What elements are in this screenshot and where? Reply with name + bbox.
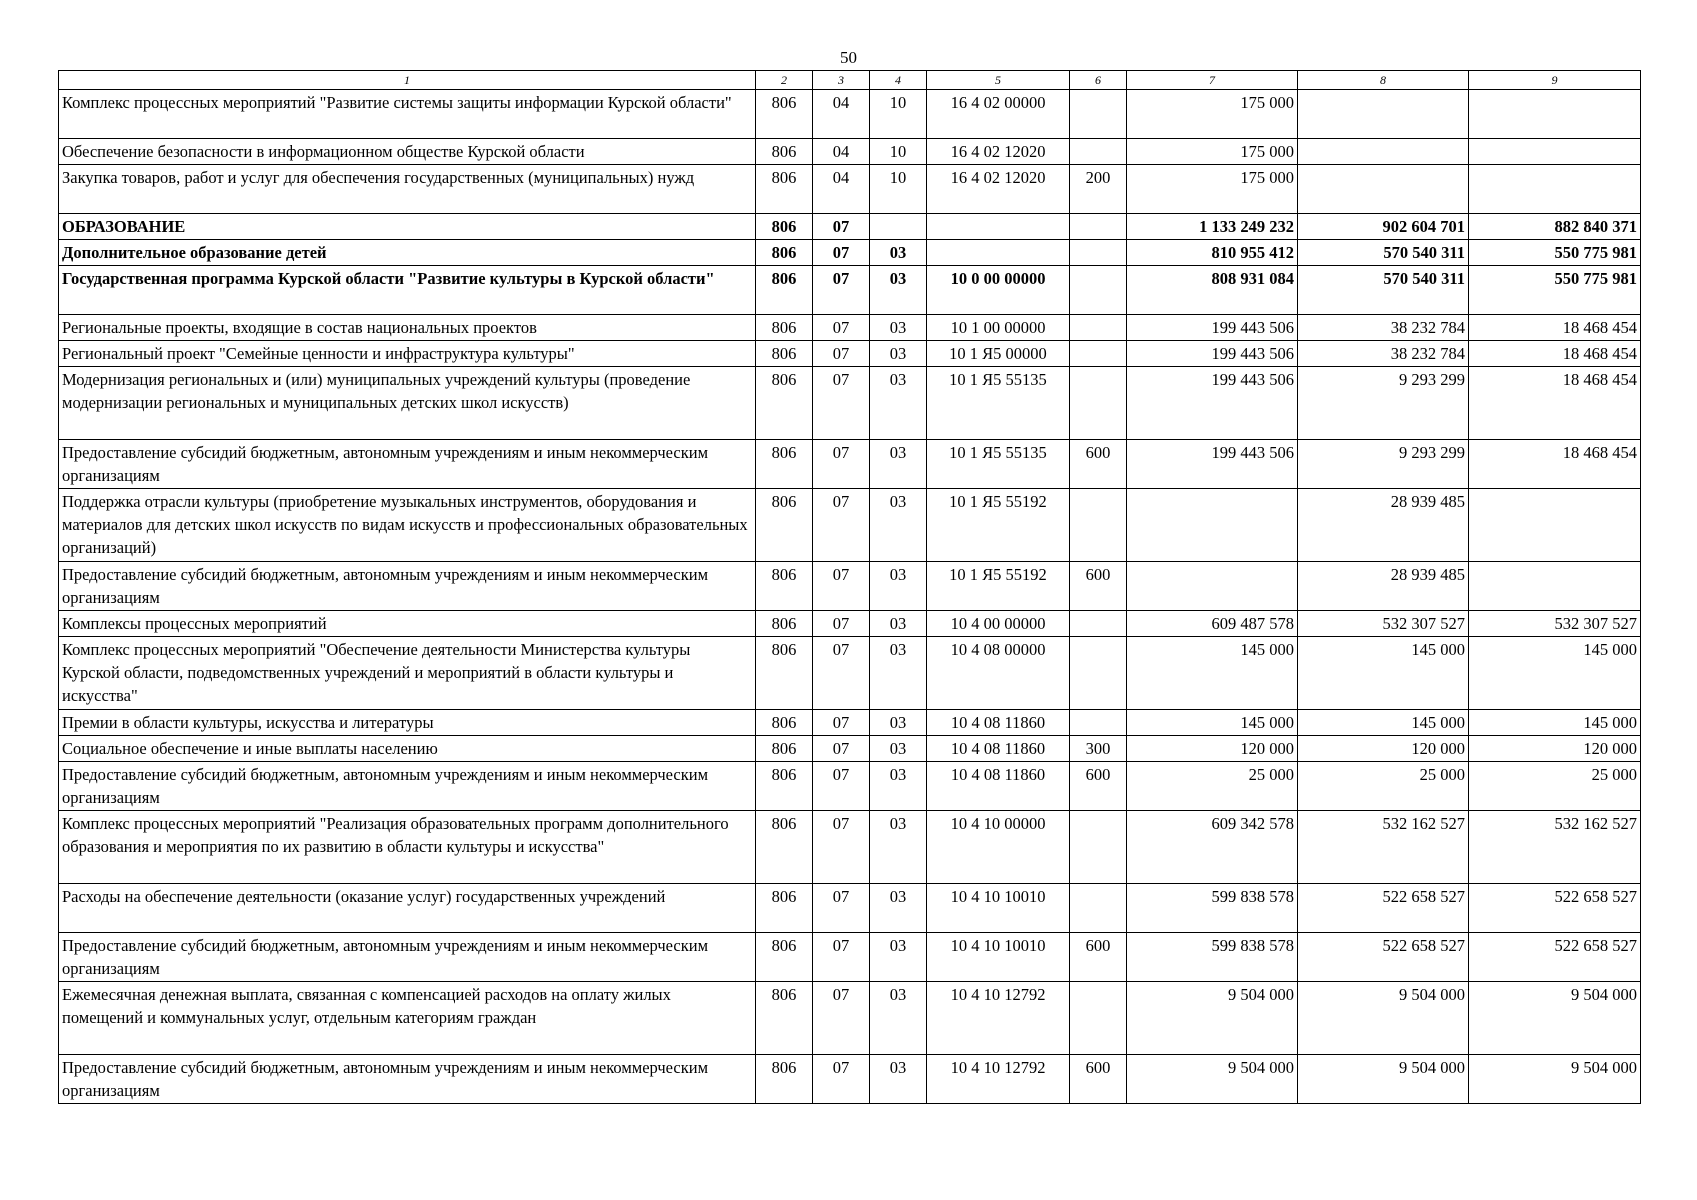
expense-type-cell: 600 — [1070, 562, 1127, 611]
target-article-cell: 16 4 02 12020 — [927, 165, 1070, 214]
section-code-cell: 07 — [813, 266, 870, 315]
section-code-cell: 07 — [813, 736, 870, 762]
target-article-cell: 10 4 08 11860 — [927, 736, 1070, 762]
row-name-cell: Поддержка отрасли культуры (приобретение музыкальных инструментов, оборудования и материалов для детских школ искусств по видам искусств и профессиональных образовательных организаций) — [59, 489, 756, 562]
section-code-cell: 07 — [813, 710, 870, 736]
target-article-cell — [927, 240, 1070, 266]
amount-col7-cell: 609 487 578 — [1127, 611, 1298, 637]
glava-code-cell: 806 — [756, 811, 813, 884]
table-row — [59, 736, 1641, 762]
row-name-cell: Предоставление субсидий бюджетным, автономным учреждениям и иным некоммерческим организациям — [59, 762, 756, 811]
expense-type-cell — [1070, 611, 1127, 637]
section-code-cell: 07 — [813, 884, 870, 933]
table-row — [59, 489, 1641, 562]
glava-code-cell: 806 — [756, 440, 813, 489]
subsection-code-cell: 03 — [870, 736, 927, 762]
section-code-cell: 07 — [813, 341, 870, 367]
column-number-header: 6 — [1070, 71, 1127, 90]
amount-col7-cell: 599 838 578 — [1127, 933, 1298, 982]
table-row — [59, 315, 1641, 341]
amount-col7-cell: 145 000 — [1127, 710, 1298, 736]
amount-col9-cell: 550 775 981 — [1469, 266, 1641, 315]
amount-col9-cell: 532 162 527 — [1469, 811, 1641, 884]
column-number-row — [59, 71, 1641, 90]
amount-col8-cell: 120 000 — [1298, 736, 1469, 762]
expense-type-cell — [1070, 489, 1127, 562]
budget-table — [58, 70, 1641, 1104]
section-code-cell: 04 — [813, 139, 870, 165]
target-article-cell: 10 4 08 11860 — [927, 762, 1070, 811]
expense-type-cell — [1070, 367, 1127, 440]
row-name-cell: Предоставление субсидий бюджетным, автономным учреждениям и иным некоммерческим организациям — [59, 440, 756, 489]
expense-type-cell: 600 — [1070, 440, 1127, 489]
table-body — [59, 90, 1641, 1104]
target-article-cell: 10 0 00 00000 — [927, 266, 1070, 315]
amount-col8-cell: 570 540 311 — [1298, 240, 1469, 266]
subsection-code-cell: 10 — [870, 139, 927, 165]
column-number-header: 5 — [927, 71, 1070, 90]
glava-code-cell: 806 — [756, 637, 813, 710]
glava-code-cell: 806 — [756, 165, 813, 214]
row-name-cell: Предоставление субсидий бюджетным, автономным учреждениям и иным некоммерческим организациям — [59, 933, 756, 982]
expense-type-cell — [1070, 266, 1127, 315]
section-code-cell: 04 — [813, 165, 870, 214]
glava-code-cell: 806 — [756, 611, 813, 637]
row-name-cell: Региональный проект "Семейные ценности и инфраструктура культуры" — [59, 341, 756, 367]
amount-col9-cell — [1469, 90, 1641, 139]
amount-col9-cell: 25 000 — [1469, 762, 1641, 811]
amount-col7-cell: 175 000 — [1127, 90, 1298, 139]
expense-type-cell — [1070, 811, 1127, 884]
amount-col9-cell: 9 504 000 — [1469, 982, 1641, 1055]
expense-type-cell — [1070, 341, 1127, 367]
target-article-cell: 10 1 Я5 55192 — [927, 562, 1070, 611]
section-code-cell: 07 — [813, 982, 870, 1055]
table-row — [59, 562, 1641, 611]
amount-col8-cell: 38 232 784 — [1298, 315, 1469, 341]
subsection-code-cell — [870, 214, 927, 240]
expense-type-cell — [1070, 240, 1127, 266]
section-code-cell: 07 — [813, 367, 870, 440]
column-number-header: 7 — [1127, 71, 1298, 90]
column-number-header: 8 — [1298, 71, 1469, 90]
amount-col7-cell: 199 443 506 — [1127, 341, 1298, 367]
amount-col8-cell: 9 504 000 — [1298, 982, 1469, 1055]
amount-col8-cell: 9 293 299 — [1298, 367, 1469, 440]
amount-col9-cell: 120 000 — [1469, 736, 1641, 762]
subsection-code-cell: 03 — [870, 440, 927, 489]
amount-col7-cell: 9 504 000 — [1127, 1055, 1298, 1104]
amount-col8-cell — [1298, 165, 1469, 214]
target-article-cell: 10 4 10 10010 — [927, 933, 1070, 982]
row-name-cell: Предоставление субсидий бюджетным, автономным учреждениям и иным некоммерческим организациям — [59, 562, 756, 611]
target-article-cell: 10 1 Я5 00000 — [927, 341, 1070, 367]
section-code-cell: 07 — [813, 933, 870, 982]
expense-type-cell — [1070, 982, 1127, 1055]
table-row — [59, 982, 1641, 1055]
target-article-cell: 10 4 10 10010 — [927, 884, 1070, 933]
subsection-code-cell: 03 — [870, 367, 927, 440]
amount-col8-cell: 570 540 311 — [1298, 266, 1469, 315]
subsection-code-cell: 03 — [870, 315, 927, 341]
glava-code-cell: 806 — [756, 762, 813, 811]
amount-col8-cell: 145 000 — [1298, 637, 1469, 710]
table-row — [59, 367, 1641, 440]
target-article-cell: 10 1 Я5 55135 — [927, 440, 1070, 489]
row-name-cell: Модернизация региональных и (или) муниципальных учреждений культуры (проведение модернизации региональных и муниципальных детских школ искусств) — [59, 367, 756, 440]
amount-col9-cell — [1469, 489, 1641, 562]
amount-col9-cell: 18 468 454 — [1469, 341, 1641, 367]
amount-col9-cell: 522 658 527 — [1469, 884, 1641, 933]
expense-type-cell: 600 — [1070, 1055, 1127, 1104]
glava-code-cell: 806 — [756, 139, 813, 165]
amount-col9-cell: 145 000 — [1469, 710, 1641, 736]
row-name-cell: Комплекс процессных мероприятий "Обеспечение деятельности Министерства культуры Курской области, подведомственных учреждений и мероприятий в области культуры и искусства" — [59, 637, 756, 710]
section-code-cell: 07 — [813, 214, 870, 240]
amount-col7-cell: 120 000 — [1127, 736, 1298, 762]
column-number-header: 9 — [1469, 71, 1641, 90]
row-name-cell: Предоставление субсидий бюджетным, автономным учреждениям и иным некоммерческим организациям — [59, 1055, 756, 1104]
expense-type-cell — [1070, 884, 1127, 933]
amount-col8-cell: 25 000 — [1298, 762, 1469, 811]
subsection-code-cell: 03 — [870, 1055, 927, 1104]
expense-type-cell — [1070, 139, 1127, 165]
amount-col7-cell: 609 342 578 — [1127, 811, 1298, 884]
subsection-code-cell: 03 — [870, 637, 927, 710]
section-code-cell: 07 — [813, 762, 870, 811]
table-row — [59, 214, 1641, 240]
glava-code-cell: 806 — [756, 90, 813, 139]
section-code-cell: 07 — [813, 562, 870, 611]
amount-col8-cell — [1298, 139, 1469, 165]
table-row — [59, 90, 1641, 139]
row-name-cell: Региональные проекты, входящие в состав национальных проектов — [59, 315, 756, 341]
table-row — [59, 933, 1641, 982]
table-row — [59, 440, 1641, 489]
amount-col9-cell: 145 000 — [1469, 637, 1641, 710]
amount-col9-cell: 18 468 454 — [1469, 367, 1641, 440]
row-name-cell: Комплексы процессных мероприятий — [59, 611, 756, 637]
column-number-header: 3 — [813, 71, 870, 90]
glava-code-cell: 806 — [756, 710, 813, 736]
amount-col9-cell — [1469, 139, 1641, 165]
expense-type-cell: 600 — [1070, 933, 1127, 982]
amount-col8-cell: 145 000 — [1298, 710, 1469, 736]
target-article-cell: 10 4 00 00000 — [927, 611, 1070, 637]
row-name-cell: Комплекс процессных мероприятий "Развитие системы защиты информации Курской области" — [59, 90, 756, 139]
subsection-code-cell: 03 — [870, 562, 927, 611]
glava-code-cell: 806 — [756, 341, 813, 367]
section-code-cell: 07 — [813, 315, 870, 341]
glava-code-cell: 806 — [756, 266, 813, 315]
amount-col8-cell: 9 293 299 — [1298, 440, 1469, 489]
subsection-code-cell: 03 — [870, 611, 927, 637]
table-row — [59, 811, 1641, 884]
amount-col7-cell: 810 955 412 — [1127, 240, 1298, 266]
section-code-cell: 07 — [813, 240, 870, 266]
amount-col9-cell: 882 840 371 — [1469, 214, 1641, 240]
amount-col7-cell: 199 443 506 — [1127, 315, 1298, 341]
amount-col9-cell: 18 468 454 — [1469, 315, 1641, 341]
page-number: 50 — [840, 48, 857, 67]
target-article-cell: 10 1 00 00000 — [927, 315, 1070, 341]
expense-type-cell — [1070, 90, 1127, 139]
table-row — [59, 884, 1641, 933]
section-code-cell: 07 — [813, 440, 870, 489]
target-article-cell: 10 4 10 12792 — [927, 982, 1070, 1055]
subsection-code-cell: 03 — [870, 710, 927, 736]
row-name-cell: Государственная программа Курской области "Развитие культуры в Курской области" — [59, 266, 756, 315]
column-number-header: 4 — [870, 71, 927, 90]
amount-col7-cell: 1 133 249 232 — [1127, 214, 1298, 240]
section-code-cell: 07 — [813, 611, 870, 637]
subsection-code-cell: 03 — [870, 341, 927, 367]
row-name-cell: Обеспечение безопасности в информационном обществе Курской области — [59, 139, 756, 165]
amount-col8-cell: 28 939 485 — [1298, 489, 1469, 562]
expense-type-cell: 600 — [1070, 762, 1127, 811]
amount-col8-cell: 522 658 527 — [1298, 933, 1469, 982]
target-article-cell — [927, 214, 1070, 240]
subsection-code-cell: 03 — [870, 489, 927, 562]
subsection-code-cell: 03 — [870, 933, 927, 982]
amount-col8-cell: 532 307 527 — [1298, 611, 1469, 637]
target-article-cell: 10 4 10 12792 — [927, 1055, 1070, 1104]
amount-col8-cell: 38 232 784 — [1298, 341, 1469, 367]
amount-col8-cell: 532 162 527 — [1298, 811, 1469, 884]
glava-code-cell: 806 — [756, 214, 813, 240]
amount-col7-cell: 175 000 — [1127, 165, 1298, 214]
amount-col8-cell — [1298, 90, 1469, 139]
amount-col7-cell — [1127, 562, 1298, 611]
section-code-cell: 07 — [813, 637, 870, 710]
subsection-code-cell: 03 — [870, 884, 927, 933]
section-code-cell: 04 — [813, 90, 870, 139]
amount-col9-cell: 550 775 981 — [1469, 240, 1641, 266]
subsection-code-cell: 03 — [870, 240, 927, 266]
glava-code-cell: 806 — [756, 982, 813, 1055]
glava-code-cell: 806 — [756, 562, 813, 611]
subsection-code-cell: 10 — [870, 165, 927, 214]
glava-code-cell: 806 — [756, 1055, 813, 1104]
row-name-cell: ОБРАЗОВАНИЕ — [59, 214, 756, 240]
target-article-cell: 10 4 08 00000 — [927, 637, 1070, 710]
glava-code-cell: 806 — [756, 933, 813, 982]
section-code-cell: 07 — [813, 489, 870, 562]
table-row — [59, 637, 1641, 710]
target-article-cell: 16 4 02 12020 — [927, 139, 1070, 165]
amount-col7-cell: 9 504 000 — [1127, 982, 1298, 1055]
expense-type-cell — [1070, 637, 1127, 710]
amount-col9-cell: 522 658 527 — [1469, 933, 1641, 982]
table-row — [59, 341, 1641, 367]
amount-col7-cell: 808 931 084 — [1127, 266, 1298, 315]
target-article-cell: 10 1 Я5 55192 — [927, 489, 1070, 562]
amount-col9-cell: 532 307 527 — [1469, 611, 1641, 637]
amount-col7-cell: 25 000 — [1127, 762, 1298, 811]
section-code-cell: 07 — [813, 811, 870, 884]
subsection-code-cell: 03 — [870, 982, 927, 1055]
subsection-code-cell: 10 — [870, 90, 927, 139]
table-row — [59, 165, 1641, 214]
target-article-cell: 16 4 02 00000 — [927, 90, 1070, 139]
expense-type-cell — [1070, 315, 1127, 341]
amount-col7-cell: 199 443 506 — [1127, 440, 1298, 489]
row-name-cell: Премии в области культуры, искусства и литературы — [59, 710, 756, 736]
amount-col8-cell: 9 504 000 — [1298, 1055, 1469, 1104]
amount-col7-cell: 599 838 578 — [1127, 884, 1298, 933]
target-article-cell: 10 1 Я5 55135 — [927, 367, 1070, 440]
table-row — [59, 240, 1641, 266]
row-name-cell: Ежемесячная денежная выплата, связанная с компенсацией расходов на оплату жилых помещений и коммунальных услуг, отдельным категориям граждан — [59, 982, 756, 1055]
row-name-cell: Дополнительное образование детей — [59, 240, 756, 266]
amount-col7-cell: 199 443 506 — [1127, 367, 1298, 440]
expense-type-cell: 300 — [1070, 736, 1127, 762]
glava-code-cell: 806 — [756, 884, 813, 933]
expense-type-cell — [1070, 214, 1127, 240]
amount-col8-cell: 902 604 701 — [1298, 214, 1469, 240]
glava-code-cell: 806 — [756, 367, 813, 440]
glava-code-cell: 806 — [756, 736, 813, 762]
subsection-code-cell: 03 — [870, 811, 927, 884]
amount-col9-cell: 9 504 000 — [1469, 1055, 1641, 1104]
table-row — [59, 762, 1641, 811]
amount-col9-cell — [1469, 165, 1641, 214]
row-name-cell: Расходы на обеспечение деятельности (оказание услуг) государственных учреждений — [59, 884, 756, 933]
target-article-cell: 10 4 10 00000 — [927, 811, 1070, 884]
target-article-cell: 10 4 08 11860 — [927, 710, 1070, 736]
row-name-cell: Социальное обеспечение и иные выплаты населению — [59, 736, 756, 762]
amount-col8-cell: 28 939 485 — [1298, 562, 1469, 611]
table-row — [59, 139, 1641, 165]
glava-code-cell: 806 — [756, 489, 813, 562]
amount-col9-cell — [1469, 562, 1641, 611]
glava-code-cell: 806 — [756, 315, 813, 341]
row-name-cell: Комплекс процессных мероприятий "Реализация образовательных программ дополнительного образования и мероприятия по их развитию в области культуры и искусства" — [59, 811, 756, 884]
amount-col7-cell: 175 000 — [1127, 139, 1298, 165]
table-row — [59, 710, 1641, 736]
expense-type-cell — [1070, 710, 1127, 736]
amount-col7-cell: 145 000 — [1127, 637, 1298, 710]
subsection-code-cell: 03 — [870, 762, 927, 811]
section-code-cell: 07 — [813, 1055, 870, 1104]
amount-col8-cell: 522 658 527 — [1298, 884, 1469, 933]
amount-col9-cell: 18 468 454 — [1469, 440, 1641, 489]
column-number-header: 2 — [756, 71, 813, 90]
row-name-cell: Закупка товаров, работ и услуг для обеспечения государственных (муниципальных) нужд — [59, 165, 756, 214]
table-row — [59, 266, 1641, 315]
table-row — [59, 1055, 1641, 1104]
glava-code-cell: 806 — [756, 240, 813, 266]
subsection-code-cell: 03 — [870, 266, 927, 315]
column-number-header: 1 — [59, 71, 756, 90]
amount-col7-cell — [1127, 489, 1298, 562]
expense-type-cell: 200 — [1070, 165, 1127, 214]
table-row — [59, 611, 1641, 637]
